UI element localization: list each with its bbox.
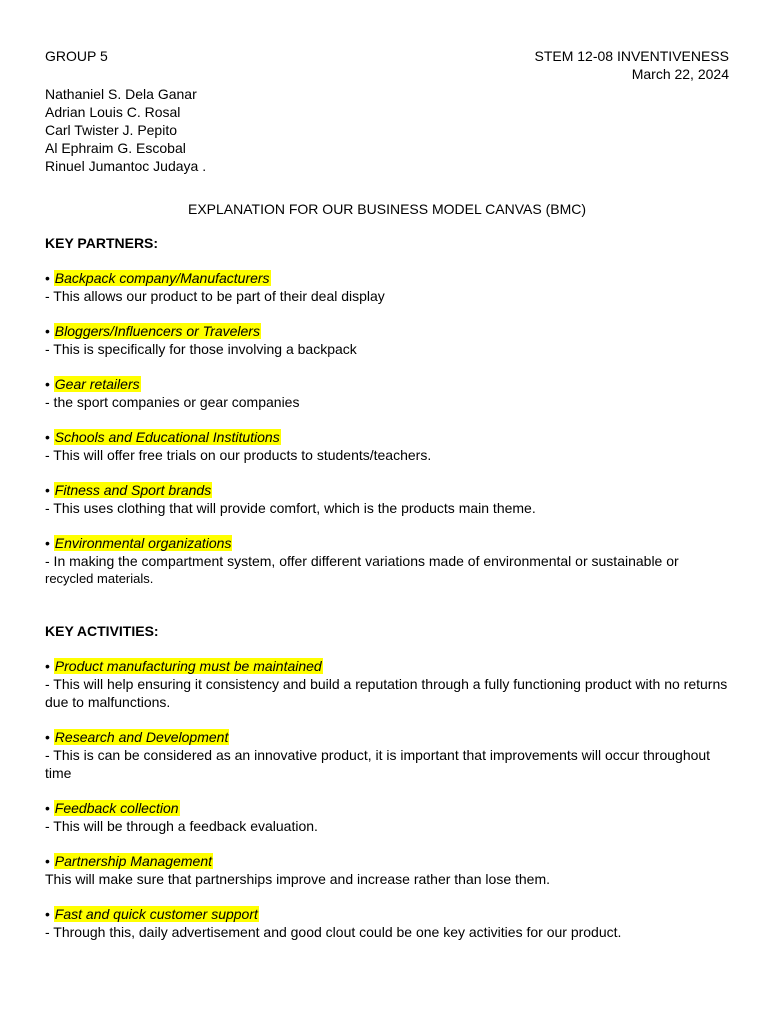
document-page <box>45 47 729 941</box>
author-name: Adrian Louis C. Rosal <box>45 104 181 120</box>
list-item <box>45 657 729 711</box>
highlighted-label: Fitness and Sport brands <box>54 482 212 498</box>
highlighted-label: Partnership Management <box>54 853 212 869</box>
bullet: • <box>45 376 50 392</box>
document-date: March 22, 2024 <box>631 66 729 82</box>
key-partners-heading: KEY PARTNERS: <box>45 235 159 251</box>
highlighted-label: Bloggers/Influencers or Travelers <box>54 323 260 339</box>
document-header <box>45 47 729 65</box>
bullet: • <box>45 323 50 339</box>
author-name: Rinuel Jumantoc Judaya . <box>45 158 207 174</box>
list-item <box>45 269 729 305</box>
author-list <box>45 85 729 175</box>
highlighted-label: Research and Development <box>54 729 229 745</box>
list-item <box>45 375 729 411</box>
list-item <box>45 534 729 588</box>
author-name: Al Ephraim G. Escobal <box>45 140 186 156</box>
item-description: - This is can be considered as an innovative product, it is important that improvements will occur throughout time <box>45 747 711 781</box>
item-description: - This will offer free trials on our products to students/teachers. <box>45 447 432 463</box>
key-activities-heading: KEY ACTIVITIES: <box>45 623 159 639</box>
document-title: EXPLANATION FOR OUR BUSINESS MODEL CANVAS (BMC) <box>187 201 587 217</box>
highlighted-label: Feedback collection <box>54 800 179 816</box>
group-label: GROUP 5 <box>45 48 108 64</box>
list-item <box>45 322 729 358</box>
item-description: - the sport companies or gear companies <box>45 394 300 410</box>
highlighted-label: Gear retailers <box>54 376 140 392</box>
highlighted-label: Fast and quick customer support <box>54 906 258 922</box>
author-name: Nathaniel S. Dela Ganar <box>45 86 197 102</box>
highlighted-label: Product manufacturing must be maintained <box>54 658 322 674</box>
list-item <box>45 481 729 517</box>
item-description: - This uses clothing that will provide comfort, which is the products main theme. <box>45 500 536 516</box>
highlighted-label: Schools and Educational Institutions <box>54 429 280 445</box>
bullet: • <box>45 535 50 551</box>
item-description: - This allows our product to be part of their deal display <box>45 288 385 304</box>
item-description: This will make sure that partnerships improve and increase rather than lose them. <box>45 871 551 887</box>
highlighted-label: Environmental organizations <box>54 535 232 551</box>
bullet: • <box>45 800 50 816</box>
bullet: • <box>45 658 50 674</box>
author-name: Carl Twister J. Pepito <box>45 122 178 138</box>
item-description: - This will be through a feedback evaluation. <box>45 818 318 834</box>
list-item <box>45 428 729 464</box>
highlighted-label: Backpack company/Manufacturers <box>54 270 270 286</box>
bullet: • <box>45 482 50 498</box>
bullet: • <box>45 729 50 745</box>
bullet: • <box>45 429 50 445</box>
section-label: STEM 12-08 INVENTIVENESS <box>534 48 729 64</box>
bullet: • <box>45 270 50 286</box>
item-description: - This is specifically for those involving a backpack <box>45 341 357 357</box>
item-description: - In making the compartment system, offer different variations made of environmental or sustainable or <box>45 553 679 569</box>
item-description: - This will help ensuring it consistency and build a reputation through a fully functioning product with no returns due to malfunctions. <box>45 676 728 710</box>
list-item <box>45 799 729 835</box>
item-description: - Through this, daily advertisement and good clout could be one key activities for our product. <box>45 924 622 940</box>
list-item <box>45 905 729 941</box>
bullet: • <box>45 853 50 869</box>
list-item <box>45 852 729 888</box>
bullet: • <box>45 906 50 922</box>
list-item <box>45 728 729 782</box>
item-description-continued: recycled materials. <box>45 571 154 586</box>
